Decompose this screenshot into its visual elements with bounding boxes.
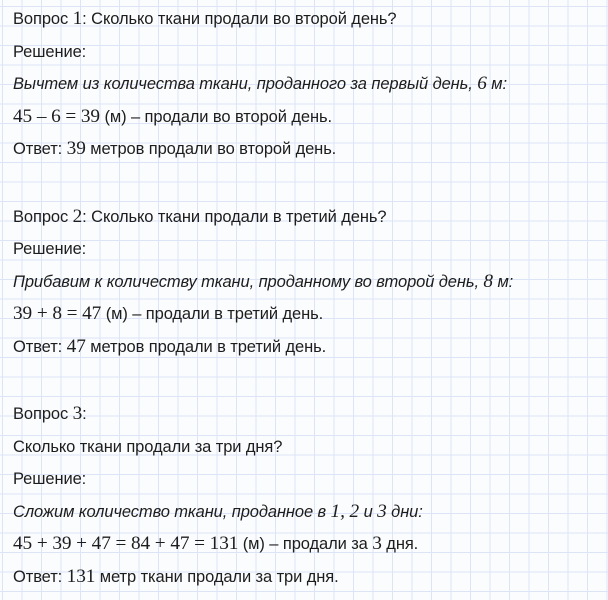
question-text: Вопрос [13,405,73,423]
label-text: Решение: [13,470,87,488]
question-text: Вопрос [13,10,73,28]
question-text: : Сколько ткани продали в третий день? [82,207,387,226]
hint-text: дни: [386,502,423,521]
question-line [13,3,608,36]
answer-text: метров продали во второй день. [85,140,337,158]
equation-line [13,298,608,331]
hint-text: Прибавим к количеству ткани, проданному во второй день, [13,272,484,291]
hint-text: м: [486,75,507,93]
equation-text: (м) – продали в третий день. [101,305,324,323]
answer-line [13,133,608,166]
question-text: Сколько ткани продали за три дня? [13,437,283,456]
solution-block-question-3 [13,398,608,593]
hint-text: и [359,502,378,521]
equation-text: (м) – продали за [238,535,373,553]
equation-line [13,101,608,134]
equation-math: 45 – 6 = 39 [13,105,100,127]
answer-line [13,561,608,594]
answer-number: 47 [66,335,86,357]
answer-text: метр ткани продали за три дня. [95,567,339,586]
equation-math: 39 + 8 = 47 [13,303,102,324]
hint-text: Вычтем из количества ткани, проданного за первый день, [13,75,478,93]
hint-line [13,496,608,529]
question-line [13,398,608,431]
answer-number: 39 [66,138,86,159]
question-number: 3 [72,403,83,424]
hint-number: 3 [377,500,387,522]
answer-text: Ответ: [13,140,67,158]
answer-text: Ответ: [13,337,67,356]
question-line [13,201,608,234]
question-number: 1 [72,8,83,29]
solution-block-question-1 [13,3,608,166]
question-text: Вопрос [13,207,73,226]
solution-label [13,233,608,266]
equation-math: 45 + 39 + 47 = 84 + 47 = 131 [13,533,239,554]
answer-text: Ответ: [13,567,67,586]
question-text: : [82,405,87,423]
question-text: : Сколько ткани продали во второй день? [82,10,397,28]
hint-text: м: [492,272,514,291]
equation-line [13,528,608,561]
label-text: Решение: [13,240,87,258]
solution-label [13,36,608,69]
hint-number: 1, 2 [330,500,360,522]
equation-number: 3 [372,533,382,554]
equation-text: (м) – продали во второй день. [99,107,332,126]
hint-text: Сложим количество ткани, проданное в [13,502,331,521]
answer-number: 131 [66,565,96,587]
question-number: 2 [72,205,83,227]
answer-line [13,331,608,364]
solution-block-question-2 [13,201,608,364]
hint-line [13,266,608,299]
hint-line [13,68,608,101]
equation-text: дня. [381,535,419,553]
answer-text: метров продали в третий день. [85,337,327,356]
hint-number: 8 [483,270,493,292]
label-text: Решение: [13,42,87,61]
hint-number: 6 [477,73,487,94]
question-subline [13,431,608,464]
solution-label [13,463,608,496]
